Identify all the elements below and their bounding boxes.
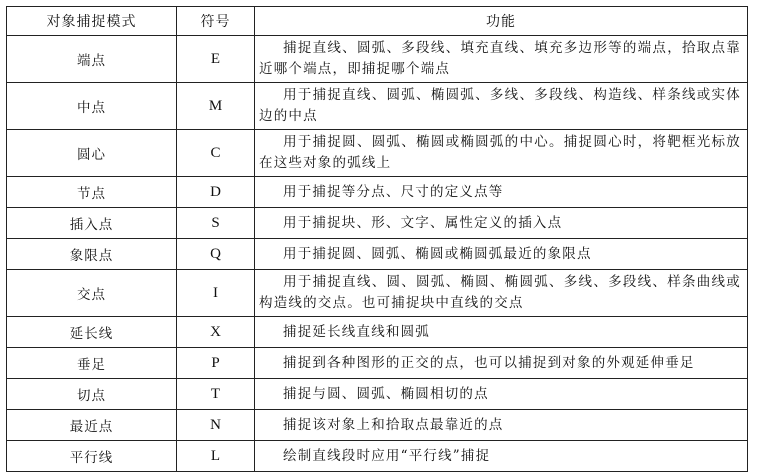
symbol-cell: L — [177, 441, 255, 472]
function-text: 用于捕捉块、形、文字、属性定义的插入点 — [283, 214, 563, 231]
snap-mode-cell: 延长线 — [7, 317, 177, 348]
function-cell — [255, 208, 748, 239]
table-row — [7, 270, 748, 317]
function-cell — [255, 83, 748, 130]
function-text: 捕捉直线、圆弧、多段线、填充直线、填充多边形等的端点，拾取点靠近哪个端点，即捕捉哪个端点 — [259, 40, 741, 77]
function-text: 捕捉该对象上和拾取点最靠近的点 — [283, 416, 504, 433]
function-cell — [255, 317, 748, 348]
function-cell — [255, 441, 748, 472]
function-text: 绘制直线段时应用“平行线”捕捉 — [283, 447, 491, 464]
table-row — [7, 83, 748, 130]
table-row — [7, 317, 748, 348]
symbol-cell: C — [177, 130, 255, 177]
function-text: 捕捉延长线直线和圆弧 — [283, 323, 430, 340]
symbol-cell: M — [177, 83, 255, 130]
object-snap-table — [6, 6, 748, 472]
function-text: 用于捕捉圆、圆弧、椭圆或椭圆弧的中心。捕捉圆心时，将靶框光标放在这些对象的弧线上 — [259, 134, 741, 171]
table-row — [7, 348, 748, 379]
symbol-cell: I — [177, 270, 255, 317]
table-row — [7, 441, 748, 472]
snap-mode-cell: 中点 — [7, 83, 177, 130]
function-text: 捕捉到各种图形的正交的点，也可以捕捉到对象的外观延伸垂足 — [283, 354, 695, 371]
snap-mode-cell: 垂足 — [7, 348, 177, 379]
symbol-cell: P — [177, 348, 255, 379]
function-text: 捕捉与圆、圆弧、椭圆相切的点 — [283, 385, 489, 402]
snap-mode-cell: 最近点 — [7, 410, 177, 441]
function-text: 用于捕捉直线、圆、圆弧、椭圆、椭圆弧、多线、多段线、样条曲线或构造线的交点。也可捕捉块中直线的交点 — [259, 274, 741, 311]
symbol-cell: S — [177, 208, 255, 239]
table-row — [7, 177, 748, 208]
function-cell — [255, 379, 748, 410]
header-function: 功能 — [255, 7, 748, 36]
function-cell — [255, 348, 748, 379]
table-row — [7, 36, 748, 83]
table-row — [7, 379, 748, 410]
table-header-row — [7, 7, 748, 36]
header-snap-mode: 对象捕捉模式 — [7, 7, 177, 36]
function-text: 用于捕捉圆、圆弧、椭圆或椭圆弧最近的象限点 — [283, 245, 592, 262]
function-cell — [255, 36, 748, 83]
snap-mode-cell: 圆心 — [7, 130, 177, 177]
function-cell — [255, 239, 748, 270]
table-row — [7, 208, 748, 239]
symbol-cell: T — [177, 379, 255, 410]
table-row — [7, 130, 748, 177]
symbol-cell: D — [177, 177, 255, 208]
snap-mode-cell: 交点 — [7, 270, 177, 317]
function-cell — [255, 130, 748, 177]
snap-mode-cell: 插入点 — [7, 208, 177, 239]
function-text: 用于捕捉等分点、尺寸的定义点等 — [283, 183, 504, 200]
symbol-cell: E — [177, 36, 255, 83]
function-cell — [255, 410, 748, 441]
function-cell — [255, 177, 748, 208]
symbol-cell: Q — [177, 239, 255, 270]
function-cell — [255, 270, 748, 317]
snap-mode-cell: 端点 — [7, 36, 177, 83]
snap-mode-cell: 节点 — [7, 177, 177, 208]
snap-mode-cell: 平行线 — [7, 441, 177, 472]
symbol-cell: X — [177, 317, 255, 348]
snap-mode-cell: 象限点 — [7, 239, 177, 270]
function-text: 用于捕捉直线、圆弧、椭圆弧、多线、多段线、构造线、样条线或实体边的中点 — [259, 87, 741, 124]
snap-mode-cell: 切点 — [7, 379, 177, 410]
symbol-cell: N — [177, 410, 255, 441]
table-row — [7, 410, 748, 441]
table-row — [7, 239, 748, 270]
header-symbol: 符号 — [177, 7, 255, 36]
